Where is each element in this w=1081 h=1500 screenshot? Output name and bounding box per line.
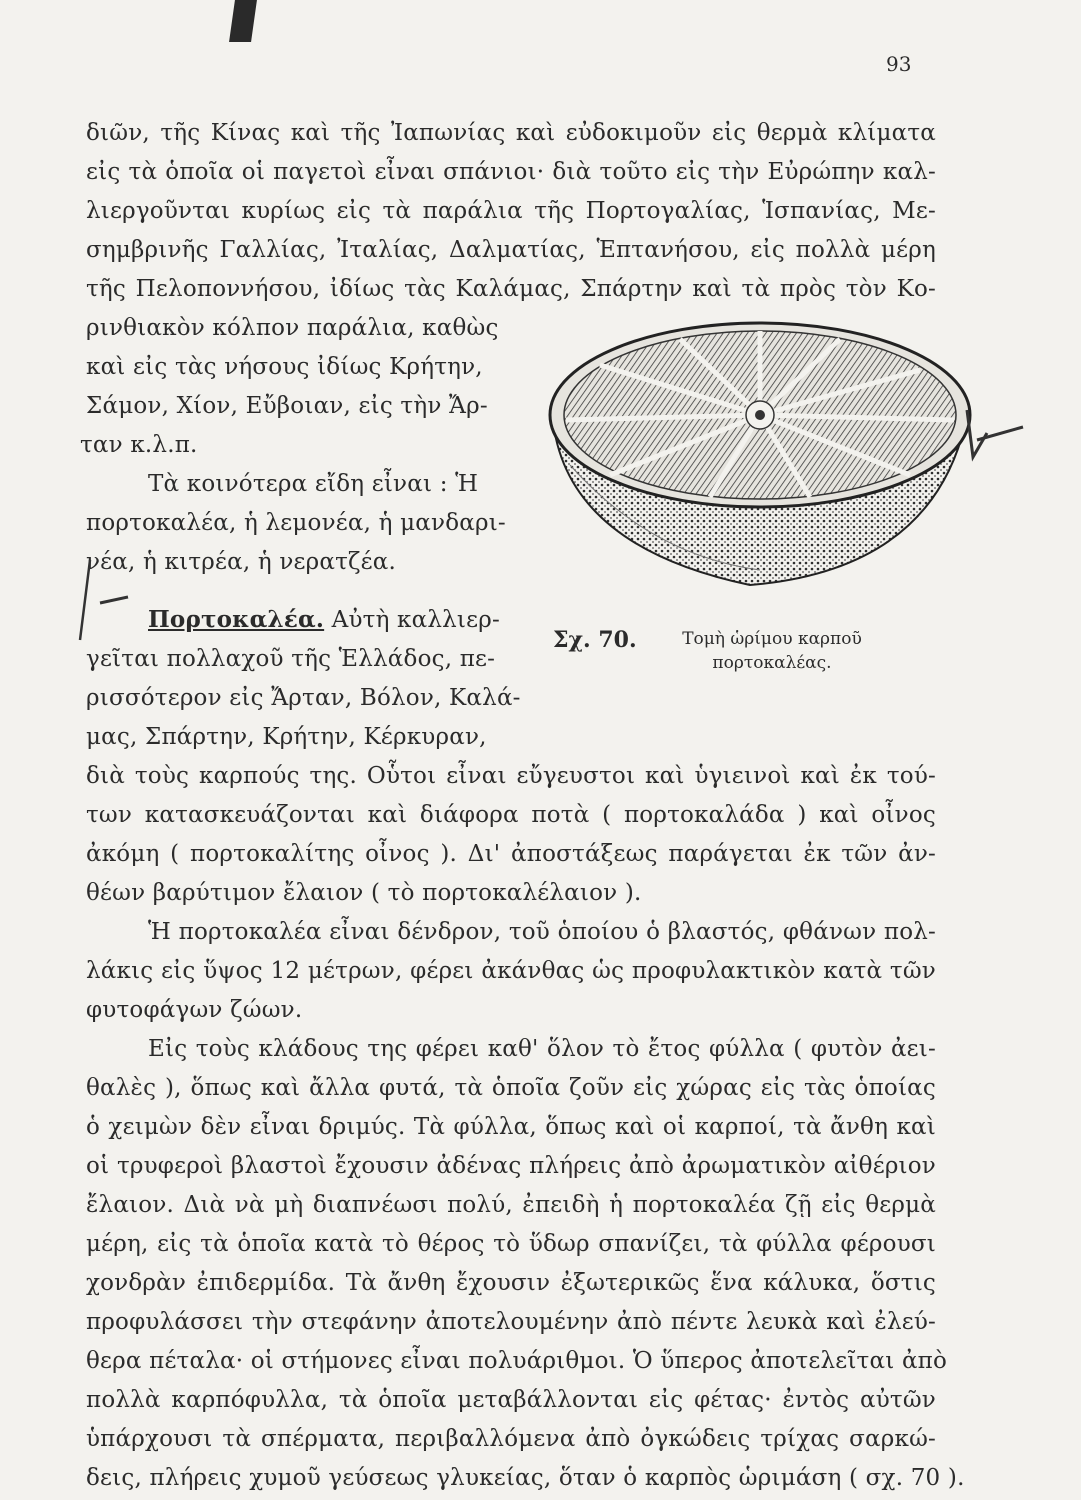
text-line: ὑπάρχουσι τὰ σπέρματα, περιβαλλόμενα ἀπὸ ὀγκώδεις τρίχας σαρκώ-: [86, 1426, 936, 1452]
text-line: μέρη, εἰς τὰ ὁποῖα κατὰ τὸ θέρος τὸ ὕδωρ σπανίζει, τὰ φύλλα φέρουσι: [86, 1231, 936, 1257]
text-line: πολλὰ καρπόφυλλα, τὰ ὁποῖα μεταβάλλονται εἰς φέτας· ἐντὸς αὐτῶν: [86, 1387, 936, 1413]
text-fragment: Αὐτὴ καλλιερ-: [324, 607, 500, 633]
ink-mark: [229, 0, 257, 42]
text-line: πορτοκαλέα, ἡ λεμονέα, ἡ μανδαρι-: [86, 510, 506, 536]
text-line: λιεργοῦνται κυρίως εἰς τὰ παράλια τῆς Πορτογαλίας, Ἱσπανίας, Με-: [86, 198, 936, 224]
figure-caption: Τομὴ ὡρίμου καρποῦ πορτοκαλέας.: [682, 629, 862, 673]
text-line: Εἰς τοὺς κλάδους της φέρει καθ' ὅλον τὸ ἔτος φύλλα ( φυτὸν ἀει-: [148, 1036, 936, 1062]
pen-mark: [955, 405, 1025, 465]
orange-cross-section-illustration: [540, 315, 980, 600]
text-line: ρινθιακὸν κόλπον παράλια, καθὼς: [86, 315, 499, 341]
text-line: οἱ τρυφεροὶ βλαστοὶ ἔχουσιν ἀδένας πλήρεις ἀπὸ ἀρωματικὸν αἰθέριον: [86, 1153, 936, 1179]
text-line: φυτοφάγων ζώων.: [86, 997, 303, 1023]
text-line: διῶν, τῆς Κίνας καὶ τῆς Ἰαπωνίας καὶ εὐδοκιμοῦν εἰς θερμὰ κλίματα: [86, 120, 936, 146]
figure-number: Σχ. 70.: [553, 627, 637, 653]
text-line: θαλὲς ), ὅπως καὶ ἄλλα φυτά, τὰ ὁποῖα ζοῦν εἰς χώρας εἰς τὰς ὁποίας: [86, 1075, 936, 1101]
page-number: 93: [886, 52, 912, 76]
text-line: Σάμον, Χίον, Εὔβοιαν, εἰς τὴν Ἄρ-: [86, 393, 488, 419]
text-line: προφυλάσσει τὴν στεφάνην ἀποτελουμένην ἀπὸ πέντε λευκὰ καὶ ἐλεύ-: [86, 1309, 936, 1335]
text-line: σημβρινῆς Γαλλίας, Ἰταλίας, Δαλματίας, Ἑπτανήσου, εἰς πολλὰ μέρη: [86, 237, 936, 263]
text-line: εἰς τὰ ὁποῖα οἱ παγετοὶ εἶναι σπάνιοι· διὰ τοῦτο εἰς τὴν Εὐρώπην καλ-: [86, 159, 936, 185]
text-line: ρισσότερον εἰς Ἄρταν, Βόλον, Καλά-: [86, 685, 521, 711]
section-heading: Πορτοκαλέα.: [148, 606, 325, 633]
section-first-line: [148, 605, 500, 635]
text-line: Τὰ κοινότερα εἴδη εἶναι : Ἡ: [148, 471, 479, 497]
text-line: ἀκόμη ( πορτοκαλίτης οἶνος ). Δι' ἀποστάξεως παράγεται ἐκ τῶν ἀν-: [86, 841, 936, 867]
text-line: γεῖται πολλαχοῦ τῆς Ἑλλάδος, πε-: [86, 646, 496, 672]
text-line: ὁ χειμὼν δὲν εἶναι δριμύς. Τὰ φύλλα, ὅπως καὶ οἱ καρποί, τὰ ἄνθη καὶ: [86, 1114, 936, 1140]
pen-mark: [70, 555, 170, 645]
text-line: ταν κ.λ.π.: [80, 432, 198, 458]
text-line: ἔλαιον. Διὰ νὰ μὴ διαπνέωσι πολύ, ἐπειδὴ ἡ πορτοκαλέα ζῇ εἰς θερμὰ: [86, 1192, 936, 1218]
text-line: χονδρὰν ἐπιδερμίδα. Τὰ ἄνθη ἔχουσιν ἐξωτερικῶς ἕνα κάλυκα, ὅστις: [86, 1270, 936, 1296]
text-line: θέων βαρύτιμον ἔλαιον ( τὸ πορτοκαλέλαιον ).: [86, 880, 642, 906]
text-line: μας, Σπάρτην, Κρήτην, Κέρκυραν,: [86, 724, 487, 750]
text-line: καὶ εἰς τὰς νήσους ἰδίως Κρήτην,: [86, 354, 483, 380]
text-line: νέα, ἡ κιτρέα, ἡ νερατζέα.: [86, 549, 397, 575]
text-line: Ἡ πορτοκαλέα εἶναι δένδρον, τοῦ ὁποίου ὁ βλαστός, φθάνων πολ-: [148, 919, 936, 945]
text-line: των κατασκευάζονται καὶ διάφορα ποτὰ ( πορτοκαλάδα ) καὶ οἶνος: [86, 802, 936, 828]
text-line: τῆς Πελοποννήσου, ἰδίως τὰς Καλάμας, Σπάρτην καὶ τὰ πρὸς τὸν Κο-: [86, 276, 936, 302]
text-line: διὰ τοὺς καρπούς της. Οὗτοι εἶναι εὔγευστοι καὶ ὑγιεινοὶ καὶ ἐκ τού-: [86, 763, 936, 789]
text-line: δεις, πλήρεις χυμοῦ γεύσεως γλυκείας, ὅταν ὁ καρπὸς ὡριμάση ( σχ. 70 ).: [86, 1465, 965, 1491]
text-line: θερα πέταλα· οἱ στήμονες εἶναι πολυάριθμοι. Ὁ ὕπερος ἀποτελεῖται ἀπὸ: [86, 1348, 948, 1374]
text-line: λάκις εἰς ὕψος 12 μέτρων, φέρει ἀκάνθας ὡς προφυλακτικὸν κατὰ τῶν: [86, 958, 936, 984]
